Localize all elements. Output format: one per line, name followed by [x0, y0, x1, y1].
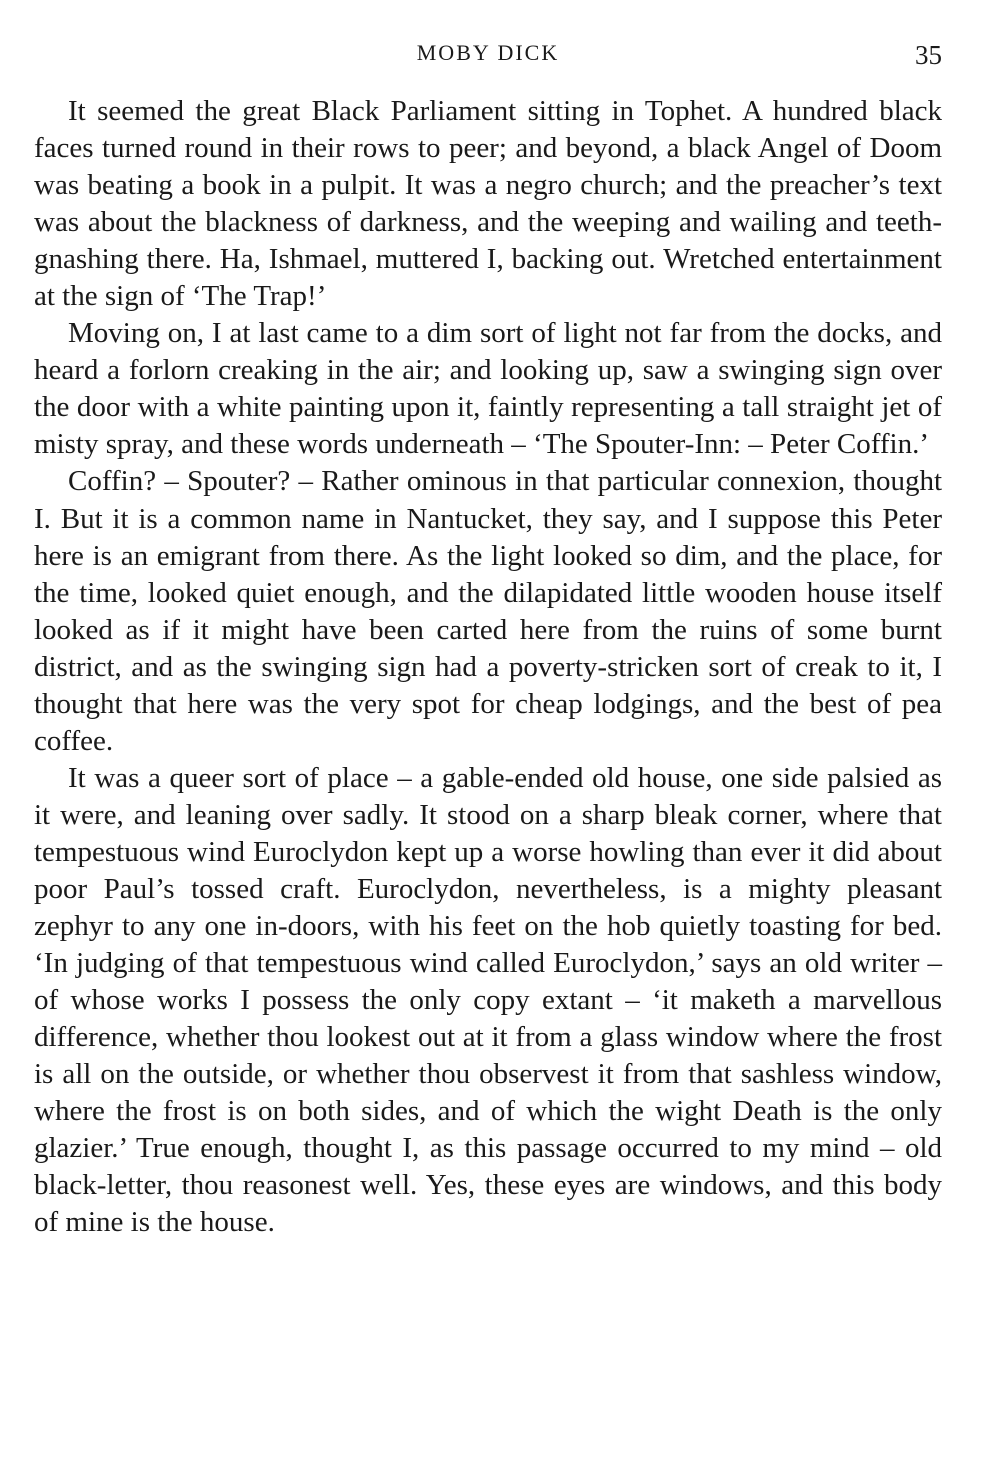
body-text [34, 93, 942, 1241]
paragraph: It seemed the great Black Parliament sitting in Tophet. A hundred black faces turned round in their rows to peer; and beyond, a black Angel of Doom was beating a book in a pulpit. It was a negro church; and the preacher’s text was about the blackness of darkness, and the weeping and wailing and teeth-gnashing there. Ha, Ishmael, muttered I, backing out. Wretched entertainment at the sign of ‘The Trap!’ [34, 95, 942, 313]
paragraph: Coffin? – Spouter? – Rather ominous in that particular connexion, thought I. But it is a common name in Nantucket, they say, and I suppose this Peter here is an emigrant from there. As the light looked so dim, and the place, for the time, looked quiet enough, and the dilapidated little wooden house itself looked as if it might have been carted here from the ruins of some burnt district, and as the swinging sign had a poverty-stricken sort of creak to it, I thought that here was the very spot for cheap lodgings, and the best of pea coffee. [34, 465, 942, 757]
page-number: 35 [915, 40, 942, 70]
running-title: MOBY DICK [416, 40, 560, 65]
running-head [34, 38, 942, 68]
paragraph: It was a queer sort of place – a gable-ended old house, one side palsied as it were, and leaning over sadly. It stood on a sharp bleak corner, where that tempestuous wind Euroclydon kept up a worse howling than ever it did about poor Paul’s tossed craft. Euroclydon, nevertheless, is a mighty pleasant zephyr to any one in-doors, with his feet on the hob quietly toasting for bed. ‘In judging of that tempestuous wind called Euroclydon,’ says an old writer – of whose works I possess the only copy extant – ‘it maketh a marvellous difference, whether thou lookest out at it from a glass window where the frost is all on the outside, or whether thou observest it from that sashless window, where the frost is on both sides, and of which the wight Death is the only glazier.’ True enough, thought I, as this passage occurred to my mind – old black-letter, thou reasonest well. Yes, these eyes are windows, and this body of mine is the house. [34, 761, 942, 1239]
paragraph: Moving on, I at last came to a dim sort of light not far from the docks, and heard a forlorn creaking in the air; and looking up, saw a swinging sign over the door with a white painting upon it, faintly representing a tall straight jet of misty spray, and these words underneath – ‘The Spouter-Inn: – Peter Coffin.’ [34, 317, 942, 461]
